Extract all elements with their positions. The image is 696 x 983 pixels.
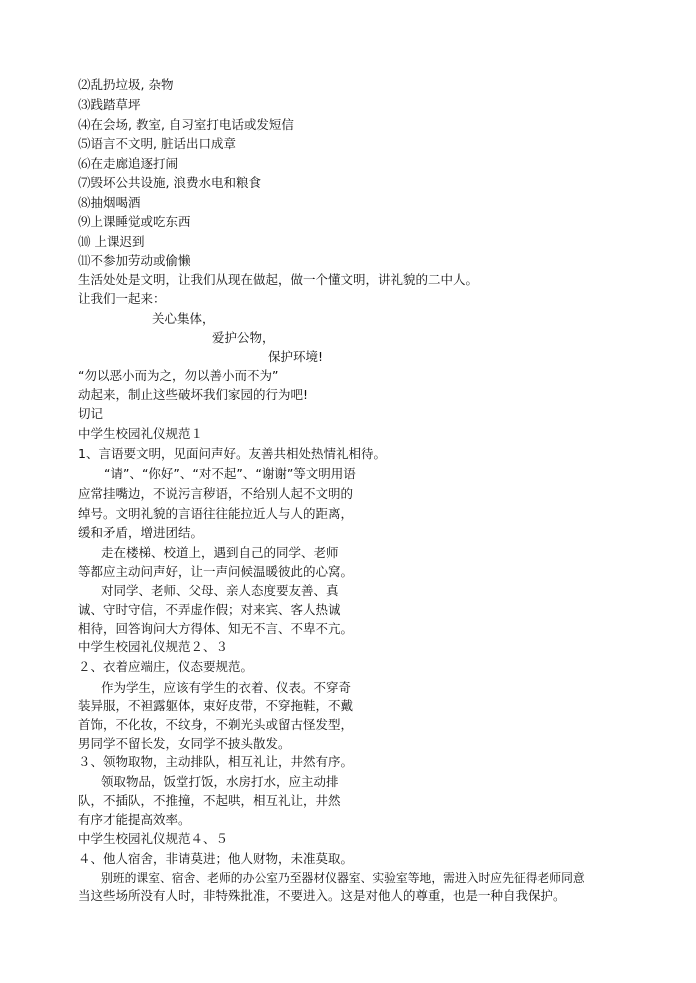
- paragraph-line: 装异服，不袒露躯体，束好皮带，不穿拖鞋，不戴: [78, 698, 354, 713]
- paragraph-line: 走在楼梯、校道上，遇到自己的同学、老师: [101, 545, 339, 560]
- section-heading: 中学生校园礼仪规范２、３: [78, 639, 229, 654]
- section-heading: 中学生校园礼仪规范１: [78, 426, 204, 441]
- paragraph-line: 绰号。文明礼貌的言语往往能拉近人与人的距离，: [78, 506, 354, 521]
- section-heading: 中学生校园礼仪规范４、５: [78, 831, 229, 846]
- list-item: ⑽ 上课迟到: [78, 234, 145, 249]
- paragraph-line: 有序才能提高效率。: [78, 812, 191, 827]
- list-item: ⑹在走廊追逐打闹: [78, 156, 179, 171]
- list-item: ⑼上课睡觉或吃东西: [78, 214, 191, 229]
- quote-line: “勿以恶小而为之，勿以善小而不为”: [78, 368, 279, 383]
- paragraph-line: 诚、守时守信，不弄虚作假；对来宾、客人热诚: [78, 602, 341, 617]
- paragraph-line: 缓和矛盾，增进团结。: [78, 525, 204, 540]
- list-item: ⑻抽烟喝酒: [78, 195, 141, 210]
- list-item: ⑾不参加劳动或偷懒: [78, 253, 191, 268]
- paragraph-line: 动起来，制止这些破坏我们家园的行为吧!: [78, 387, 309, 402]
- paragraph-line: 相待，回答询问大方得体、知无不言、不卑不亢。: [78, 621, 354, 636]
- list-item: ⑸语言不文明, 脏话出口成章: [78, 136, 236, 151]
- paragraph-line: 等都应主动问声好，让一声问候温暖彼此的心窝。: [78, 564, 354, 579]
- paragraph-line: 让我们一起来：: [78, 291, 166, 306]
- paragraph-line: “请”、“你好”、“对不起”、“谢谢”等文明用语: [104, 466, 356, 481]
- list-item: ⑺毁坏公共设施, 浪费水电和粮食: [78, 175, 261, 190]
- paragraph-line: ４、他人宿舍，非请莫进；他人财物，未准莫取。: [78, 851, 354, 866]
- paragraph-line: 男同学不留长发，女同学不披头散发。: [78, 736, 291, 751]
- paragraph-line: 当这些场所没有人时，非特殊批准，不要进入。这是对他人的尊重，也是一种自我保护。: [78, 888, 566, 903]
- slogan-line: 关心集体，: [152, 311, 215, 326]
- list-item: ⑷在会场, 教室, 自习室打电话或发短信: [78, 117, 294, 132]
- paragraph-line: 应常挂嘴边，不说污言秽语，不给别人起不文明的: [78, 486, 354, 501]
- list-item: ⑶践踏草坪: [78, 97, 141, 112]
- paragraph-line: 别班的课室、宿舍、老师的办公室乃至器材仪器室、实验室等地，需进入时应先征得老师同意: [101, 871, 585, 885]
- paragraph-line: ３、领物取物，主动排队，相互礼让，井然有序。: [78, 754, 354, 769]
- paragraph-line: 领取物品，饭堂打饭，水房打水，应主动排: [101, 774, 339, 789]
- paragraph-line: 1、言语要文明，见面问声好。友善共相处热情礼相待。: [78, 446, 386, 461]
- paragraph-line: 首饰，不化妆，不纹身，不剃光头或留古怪发型，: [78, 717, 354, 732]
- slogan-line: 保护环境!: [268, 349, 324, 364]
- list-item: ⑵乱扔垃圾, 杂物: [78, 77, 174, 92]
- paragraph-line: 作为学生，应该有学生的衣着、仪表。不穿奇: [101, 680, 352, 695]
- paragraph-line: ２、衣着应端庄，仪态要规范。: [78, 659, 254, 674]
- paragraph-line: 生活处处是文明，让我们从现在做起，做一个懂文明，讲礼貌的二中人。: [78, 272, 479, 287]
- paragraph-line: 对同学、老师、父母、亲人态度要友善、真: [101, 583, 339, 598]
- slogan-line: 爱护公物，: [212, 330, 275, 345]
- paragraph-line: 队，不插队，不推撞，不起哄，相互礼让，井然: [78, 793, 341, 808]
- paragraph-line: 切记: [78, 406, 104, 421]
